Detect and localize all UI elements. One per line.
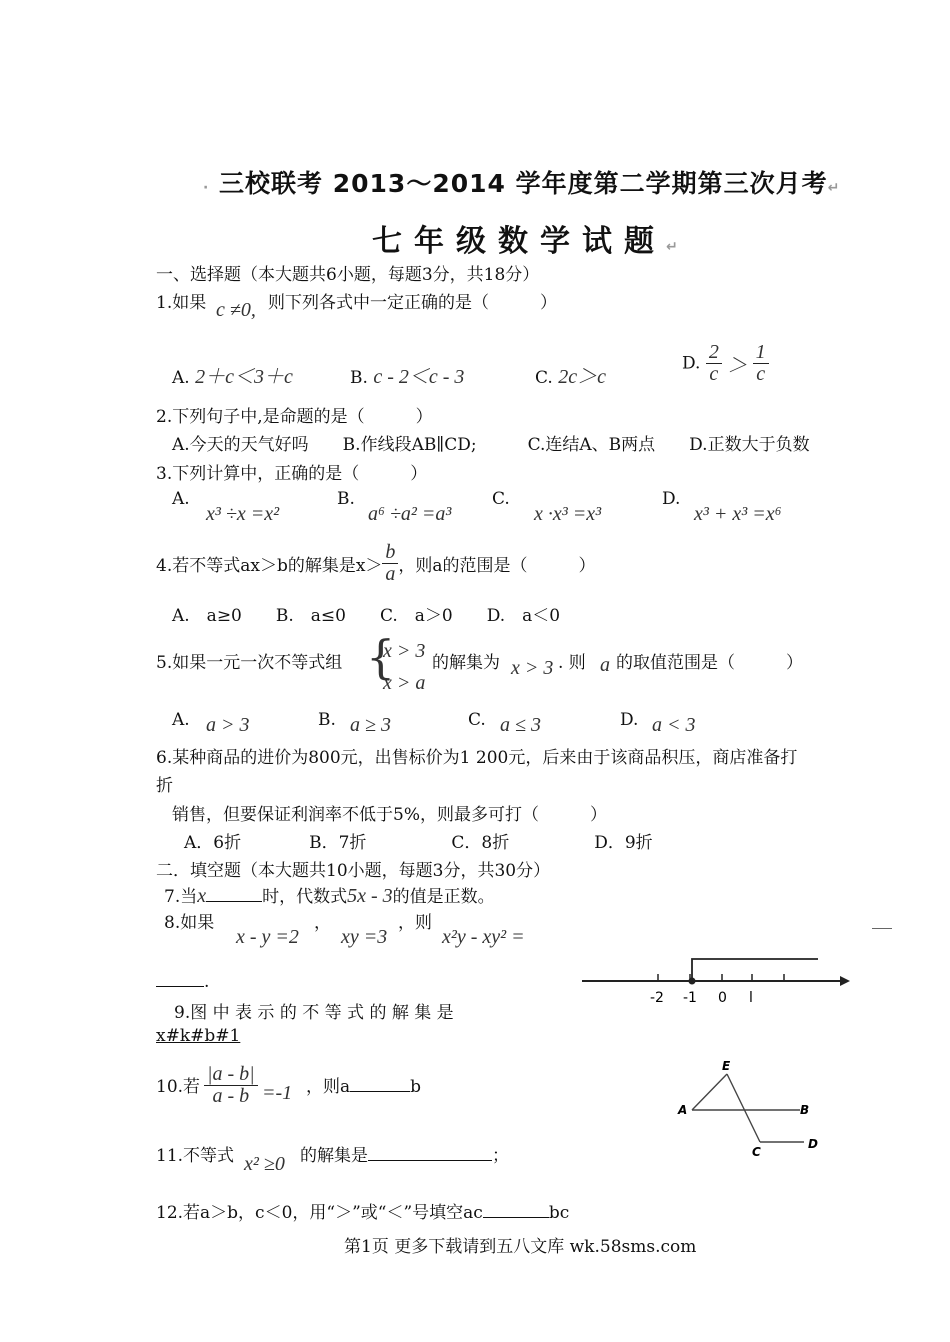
question-3-option-d: x³ + x³ =x⁶: [694, 503, 782, 525]
question-9-link[interactable]: x#k#b#1: [156, 1026, 241, 1046]
question-5-option-a: a > 3: [206, 714, 250, 736]
question-8-eq2: xy =3: [341, 926, 388, 948]
tick-label: -1: [683, 990, 697, 1006]
question-5-stem-post: 的取值范围是（ ）: [616, 653, 803, 673]
point-label: B: [800, 1103, 810, 1117]
question-8-expr: x²y - xy² =: [442, 926, 525, 948]
question-3-option-a-label: A.: [172, 489, 190, 509]
question-5-option-c-label: C.: [468, 710, 486, 730]
question-8-end: .: [156, 970, 209, 992]
question-10-eq: =-1: [262, 1082, 293, 1104]
question-1-option-a: A. 2＋c＜3＋c: [172, 366, 293, 388]
question-11-expr: x² ≥0: [244, 1153, 285, 1175]
question-8-comma2: ，则: [398, 913, 432, 933]
question-5-option-c: a ≤ 3: [500, 714, 541, 736]
question-12: 12.若a＞b，c＜0，用“＞”或“＜”号填空ac bc: [156, 1203, 570, 1223]
question-3-option-b: a⁶ ÷a² =a³: [368, 503, 452, 525]
arrow-icon: [840, 976, 850, 986]
question-6-line-2: 折: [156, 776, 173, 796]
question-1-option-c: C. 2c＞c: [535, 366, 606, 388]
point-label: D: [808, 1137, 818, 1151]
question-1-option-d: D. $\frac{2}{c}$ ＞ $\frac{1}{c}$: [682, 342, 769, 385]
question-1-condition: c ≠0,: [216, 299, 256, 321]
solution-ray: [692, 959, 818, 981]
question-4-stem: 4.若不等式ax＞b的解集是x＞ $\frac{b}{a}$ ，则a的范围是（ ）: [156, 541, 596, 585]
answer-blank[interactable]: [368, 1144, 492, 1161]
question-3-option-b-label: B.: [337, 489, 355, 509]
question-5-system-line-1: x > 3: [383, 640, 426, 662]
question-5-option-d-label: D.: [620, 710, 639, 730]
exam-subject-title: 七年级数学试题↵: [372, 224, 678, 259]
question-5-solution: x > 3: [511, 657, 554, 679]
question-7: 7.当x 时，代数式5x - 3的值是正数。: [164, 885, 495, 907]
question-2-options: A.今天的天气好吗 B.作线段AB∥CD; C.连结A、B两点 D.正数大于负数: [172, 435, 810, 455]
answer-blank[interactable]: [350, 1075, 410, 1092]
system-brace: {: [366, 630, 396, 684]
question-6-line-1: 6.某种商品的进价为800元，出售标价为1 200元，后来由于该商品积压，商店准备打: [156, 748, 798, 768]
exam-header-title: · 三校联考 2013～2014 学年度第二学期第三次月考↵: [203, 169, 841, 198]
question-2-stem: 2.下列句子中,是命题的是（ ）: [156, 407, 433, 427]
question-11-pre: 11.不等式: [156, 1146, 235, 1166]
point-label: E: [722, 1059, 731, 1073]
question-11-post: 的解集是 ；: [300, 1146, 509, 1166]
question-10-fraction: $\frac{|a - b|}{a - b}$: [204, 1064, 258, 1107]
geometry-figure: [672, 1058, 832, 1168]
question-8-eq1: x - y =2: [236, 926, 299, 948]
question-5-system-line-2: x > a: [383, 672, 426, 694]
question-3-option-a: x³ ÷x =x²: [206, 503, 280, 525]
question-9: 9.图 中 表 示 的 不 等 式 的 解 集 是: [174, 1003, 454, 1023]
question-10-pre: 10.若: [156, 1077, 201, 1097]
question-3-option-c-label: C.: [492, 489, 510, 509]
question-8-pre: 8.如果: [164, 913, 215, 933]
solid-point: [689, 978, 696, 985]
question-1-stem-post: 则下列各式中一定正确的是（ ）: [268, 293, 557, 313]
question-5-option-b: a ≥ 3: [350, 714, 391, 736]
answer-blank[interactable]: [206, 885, 262, 902]
line-ec: [727, 1074, 760, 1142]
fraction-b-over-a: $\frac{b}{a}$: [382, 542, 398, 585]
number-line-figure: [578, 950, 858, 1010]
point-label: C: [752, 1145, 761, 1159]
tick-label: -2: [650, 990, 664, 1006]
tick-label: l: [749, 990, 753, 1006]
question-10-post: ，则a b: [306, 1077, 422, 1097]
question-1-stem: 1.如果: [156, 293, 207, 313]
answer-blank[interactable]: [156, 970, 204, 987]
question-5-stem-mid: 的解集为: [432, 653, 500, 673]
question-6-options: A．6折 B．7折 C．8折 D．9折: [184, 833, 653, 853]
point-label: A: [678, 1103, 688, 1117]
question-6-line-3: 销售，但要保证利润率不低于5%，则最多可打（ ）: [172, 805, 607, 825]
fraction: $\frac{2}{c}$: [706, 342, 722, 385]
section-2-heading: 二．填空题（本大题共10小题，每题3分，共30分）: [156, 861, 551, 881]
answer-blank[interactable]: [483, 1201, 549, 1218]
question-3-option-c: x ·x³ =x³: [534, 503, 602, 525]
question-5-stem-pre: 5.如果一元一次不等式组: [156, 653, 343, 673]
line-ae: [692, 1074, 727, 1110]
question-5-option-b-label: B.: [318, 710, 336, 730]
question-5-var: a: [600, 654, 610, 676]
question-3-option-d-label: D.: [662, 489, 681, 509]
section-1-heading: 一、选择题（本大题共6小题，每题3分，共18分）: [156, 265, 540, 285]
question-8-comma1: ，: [314, 913, 331, 933]
question-5-stem-mid2: . 则: [558, 653, 586, 673]
fraction: $\frac{1}{c}$: [753, 342, 769, 385]
question-3-stem: 3.下列计算中，正确的是（ ）: [156, 464, 428, 484]
question-5-option-a-label: A.: [172, 710, 190, 730]
page-footer: 第1页 更多下载请到五八文库 wk.58sms.com: [344, 1237, 697, 1257]
question-1-option-b: B. c - 2＜c - 3: [350, 366, 465, 388]
question-4-options: A. a≥0 B. a≤0 C. a＞0 D. a＜0: [172, 606, 561, 626]
question-5-option-d: a < 3: [652, 714, 696, 736]
tick-label: 0: [718, 990, 727, 1006]
answer-blank[interactable]: [872, 928, 892, 929]
